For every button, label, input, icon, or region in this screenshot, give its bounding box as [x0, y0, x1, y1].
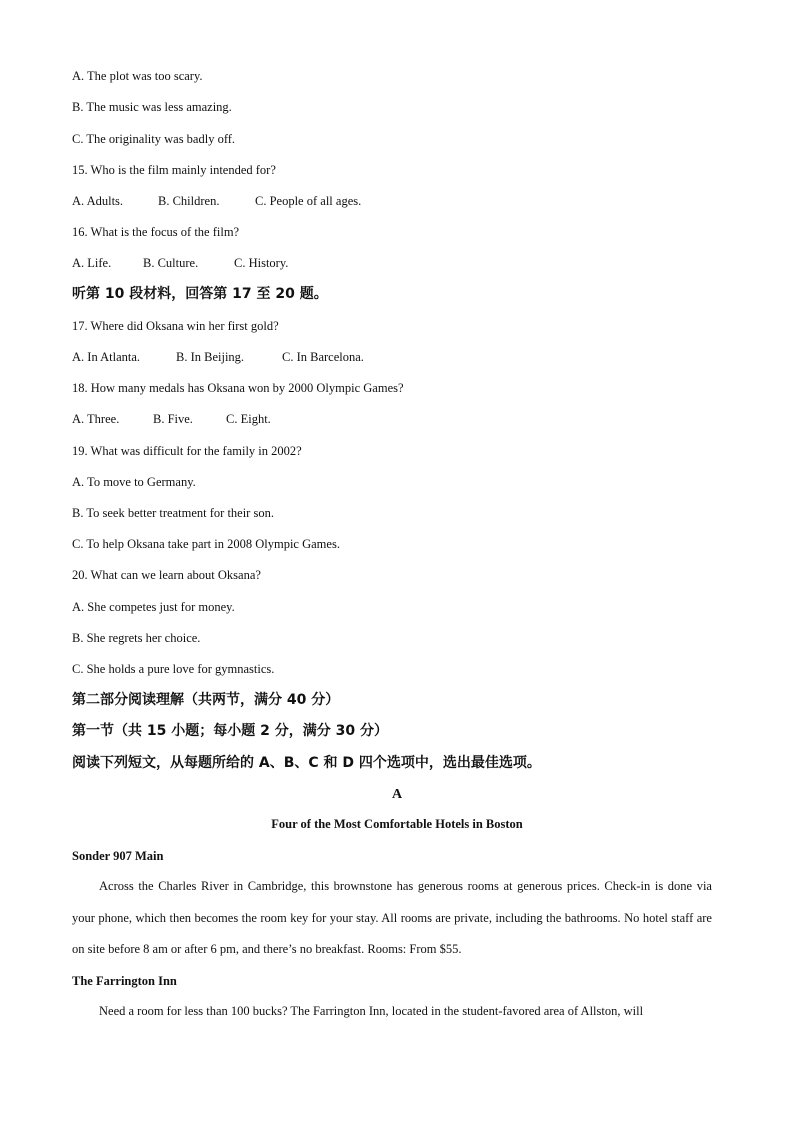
q17-option-c: C. In Barcelona.: [282, 350, 364, 364]
hotel-1-name: Sonder 907 Main: [72, 849, 164, 863]
q15-option-b: B. Children.: [158, 194, 220, 208]
section-1-heading: 第一节（共 15 小题；每小题 2 分，满分 30 分）: [72, 723, 388, 739]
q18-option-a: A. Three.: [72, 412, 120, 426]
reading-instructions: 阅读下列短文，从每题所给的 A、B、C 和 D 四个选项中，选出最佳选项。: [72, 755, 541, 771]
question-17: 17. Where did Oksana win her first gold?: [72, 319, 279, 333]
q16-option-a: A. Life.: [72, 256, 112, 270]
q15-options: [72, 193, 361, 209]
question-15: 15. Who is the film mainly intended for?: [72, 163, 276, 177]
q16-option-c: C. History.: [234, 256, 289, 270]
passage-title: Four of the Most Comfortable Hotels in Boston: [271, 817, 523, 831]
hotel-1-description: Across the Charles River in Cambridge, this brownstone has generous rooms at generous prices. Check-in is done via your phone, which then becomes the room key for your stay. All rooms are private, including the bathrooms. No hotel staff are on site before 8 am or after 6 pm, and there’s no breakfast. Rooms: From $55.: [72, 879, 712, 956]
q18-options: [72, 411, 271, 427]
section-10-heading: 听第 10 段材料，回答第 17 至 20 题。: [72, 286, 328, 302]
hotel-2-description: Need a room for less than 100 bucks? The Farrington Inn, located in the student-favored area of Allston, will: [99, 1004, 644, 1018]
q16-option-b: B. Culture.: [143, 256, 199, 270]
passage-letter: A: [391, 787, 403, 802]
question-20: 20. What can we learn about Oksana?: [72, 568, 261, 582]
q18-option-b: B. Five.: [153, 412, 193, 426]
q14-option-c: C. The originality was badly off.: [72, 132, 236, 146]
q15-option-c: C. People of all ages.: [255, 194, 362, 208]
q14-option-b: B. The music was less amazing.: [72, 100, 232, 114]
question-16: 16. What is the focus of the film?: [72, 225, 240, 239]
q20-option-a: A. She competes just for money.: [72, 600, 235, 614]
hotel-2-name: The Farrington Inn: [72, 974, 177, 988]
q18-option-c: C. Eight.: [226, 412, 271, 426]
q20-option-c: C. She holds a pure love for gymnastics.: [72, 662, 275, 676]
q19-option-c: C. To help Oksana take part in 2008 Olympic Games.: [72, 537, 340, 551]
q14-option-a: A. The plot was too scary.: [72, 69, 203, 83]
q17-options: [72, 349, 364, 365]
q19-option-a: A. To move to Germany.: [72, 475, 196, 489]
q17-option-a: A. In Atlanta.: [72, 350, 141, 364]
q20-option-b: B. She regrets her choice.: [72, 631, 201, 645]
q19-option-b: B. To seek better treatment for their son.: [72, 506, 274, 520]
q17-option-b: B. In Beijing.: [176, 350, 245, 364]
question-19: 19. What was difficult for the family in 2002?: [72, 444, 302, 458]
q15-option-a: A. Adults.: [72, 194, 124, 208]
question-18: 18. How many medals has Oksana won by 2000 Olympic Games?: [72, 381, 404, 395]
q16-options: [72, 255, 288, 271]
part-2-heading: 第二部分阅读理解（共两节，满分 40 分）: [72, 692, 340, 708]
